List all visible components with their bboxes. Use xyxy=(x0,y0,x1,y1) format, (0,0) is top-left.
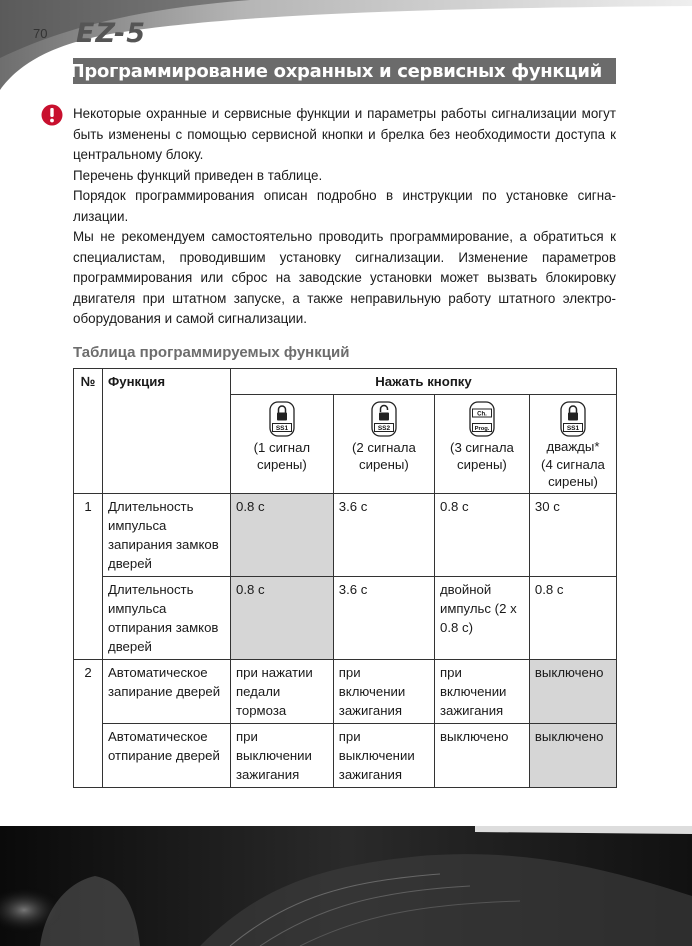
table-title: Таблица программируемых функций xyxy=(73,344,350,361)
value-cell: выключено xyxy=(434,724,529,788)
table-header-row xyxy=(74,369,617,395)
lock-closed-icon xyxy=(269,401,295,437)
ss2-key-label: SS2 xyxy=(377,425,391,432)
value-cell: 3.6 с xyxy=(333,577,434,660)
intro-paragraph: Некоторые охранные и сервисные функции и параметры работы сигнализации могут быть изменены с помощью сервисной кнопки и брелка без необходимости доступа к центральному блоку. xyxy=(73,106,616,162)
value-cell: 0.8 с xyxy=(231,577,334,660)
header-swoosh xyxy=(0,0,692,110)
value-cell: 0.8 с xyxy=(529,577,616,660)
value-cell: выключено xyxy=(529,724,616,788)
intro-paragraph: Порядок программирования описан подробно в инструкции по установке сигна-лизации. xyxy=(73,188,616,224)
row-number: 2 xyxy=(74,660,103,788)
lock-open-icon xyxy=(371,401,397,437)
table-row xyxy=(74,577,617,660)
value-cell: при выключении зажигания xyxy=(333,724,434,788)
button-column-ss1-twice xyxy=(529,395,616,494)
section-title: Программирование охранных и сервисных функций xyxy=(69,61,602,82)
function-name: Длительность импульса отпирания замков дверей xyxy=(103,577,231,660)
value-cell: при включении зажигания xyxy=(434,660,529,724)
button-caption: (3 сигнала сирены) xyxy=(450,440,514,472)
table-row xyxy=(74,494,617,577)
section-header-bar xyxy=(69,58,616,84)
table-row xyxy=(74,724,617,788)
button-caption: (2 сигнала сирены) xyxy=(351,440,416,472)
alert-icon xyxy=(41,104,63,126)
ss1-key-label: SS1 xyxy=(275,425,289,432)
header-press-button: Нажать кнопку xyxy=(231,369,617,395)
value-cell: 0.8 с xyxy=(231,494,334,577)
function-name: Длительность импульса запирания замков дверей xyxy=(103,494,231,577)
value-cell: при включении зажигания xyxy=(333,660,434,724)
page-number: 70 xyxy=(33,26,48,41)
channel-prog-icon xyxy=(469,401,495,437)
lock-closed-icon xyxy=(560,401,586,437)
value-cell: выключено xyxy=(529,660,616,724)
button-caption: (4 сигнала сирены) xyxy=(541,457,605,489)
intro-paragraph: Мы не рекомендуем самостоятельно проводить программирование, а обратиться к специалистам, проводившим установку сигнализации. Изменение параметров программирования или сброс на заводские установки может вызвать блокировку двигателя при штатном запуске, а также неправильную работу штатного электро-оборудования и самой сигнализации. xyxy=(73,229,616,326)
ss1-key-label: SS1 xyxy=(566,425,580,432)
intro-text xyxy=(73,104,616,330)
functions-table xyxy=(73,368,617,788)
brand-logo: EZ-5 xyxy=(76,18,147,49)
function-name: Автоматическое отпирание дверей xyxy=(103,724,231,788)
function-name: Автоматическое запирание дверей xyxy=(103,660,231,724)
intro-paragraph: Перечень функций приведен в таблице. xyxy=(73,167,323,183)
value-cell: 30 с xyxy=(529,494,616,577)
value-cell: 3.6 с xyxy=(333,494,434,577)
footer-decoration xyxy=(0,826,692,946)
prog-key-label: Prog. xyxy=(474,425,490,432)
value-cell: при выключении зажигания xyxy=(231,724,334,788)
header-function: Функция xyxy=(103,369,231,494)
ch-key-label: Ch. xyxy=(477,411,487,418)
button-column-ss1 xyxy=(231,395,334,494)
button-caption: (1 сигнал сирены) xyxy=(253,440,311,472)
value-cell: при нажатии педали тормоза xyxy=(231,660,334,724)
twice-label: дважды* xyxy=(546,439,600,454)
value-cell: двойной импульс (2 х 0.8 с) xyxy=(434,577,529,660)
button-column-ss2 xyxy=(333,395,434,494)
row-number: 1 xyxy=(74,494,103,660)
value-cell: 0.8 с xyxy=(434,494,529,577)
header-number: № xyxy=(74,369,103,494)
button-column-prog xyxy=(434,395,529,494)
table-row xyxy=(74,660,617,724)
